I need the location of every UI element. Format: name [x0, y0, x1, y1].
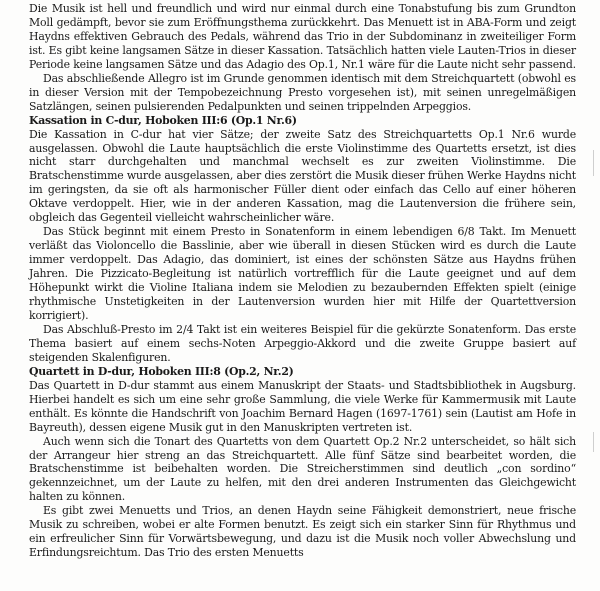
scan-edge-mark: [593, 150, 594, 176]
paragraph-allegro: Das abschließende Allegro ist im Grunde genommen identisch mit dem Streichquartett (obwohl es in dieser Version mit der Tempobezeichnung Presto vorgesehen ist), mit seinen unregelmäßigen Satzlängen, seinen pulsierenden Pedalpunkten und seinen trippelnden Arpeggios.: [29, 71, 576, 113]
paragraph-kassation-overview: Die Kassation in C-dur hat vier Sätze; der zweite Satz des Streichquartetts Op.1 Nr.6 wurde ausgelassen. Obwohl die Laute hauptsächlich die erste Violinstimme des Quartetts ersetzt, ist dies nicht starr durchgehalten und manchmal wechselt es zur zweiten Violinstimme. Die Bratschenstimme wurde ausgelassen, aber dies zerstört die Musik dieser frühen Werke Haydns nicht im geringsten, da sie oft als harmonischer Füller dient oder einfach das Cello auf einer höheren Oktave verdoppelt. Hier, wie in der anderen Kassation, mag die Lautenversion die frühere sein, obgleich das Gegenteil vielleicht wahrscheinlicher wäre.: [29, 127, 576, 225]
section-heading-kassation-c-dur: Kassation in C-dur, Hoboken III:6 (Op.1 Nr.6): [29, 113, 297, 127]
paragraph-abschluss-presto: Das Abschluß-Presto im 2/4 Takt ist ein weiteres Beispiel für die gekürzte Sonatenform. Das erste Thema basiert auf einem sechs-Noten Arpeggio-Akkord und die zweite Gruppe basiert auf steigenden Skalenfiguren.: [29, 322, 576, 364]
document-body: [29, 2, 576, 560]
paragraph-intro: Die Musik ist hell und freundlich und wird nur einmal durch eine Tonabstufung bis zum Grundton Moll gedämpft, bevor sie zum Eröffnungsthema zurückkehrt. Das Menuett ist in ABA-Form und zeigt Haydns effektiven Gebrauch des Pedals, während das Trio in der Subdominanz in zweiteiliger Form ist. Es gibt keine langsamen Sätze in dieser Kassation. Tatsächlich hatten viele Lauten-Trios in dieser Periode keine langsamen Sätze und das Adagio des Op.1, Nr.1 wäre für die Laute nicht sehr passend.: [29, 2, 576, 71]
paragraph-quartett-source: Das Quartett in D-dur stammt aus einem Manuskript der Staats- und Stadtsbibliothek in Augsburg. Hierbei handelt es sich um eine sehr große Sammlung, die viele Werke für Kammermusik mit Laute enthält. Es könnte die Handschrift von Joachim Bernard Hagen (1697-1761) sein (Lautist am Hofe in Bayreuth), dessen eigene Musik gut in den Manuskripten vertreten ist.: [29, 378, 576, 434]
paragraph-presto-menuett-adagio: Das Stück beginnt mit einem Presto in Sonatenform in einem lebendigen 6/8 Takt. Im Menuett verläßt das Violoncello die Basslinie, aber wie überall in diesen Stücken wird es durch die Laute immer verdoppelt. Das Adagio, das dominiert, ist eines der schönsten Sätze aus Haydns frühen Jahren. Die Pizzicato-Begleitung ist natürlich vortrefflich für die Laute geeignet und auf dem Höhepunkt wirkt die Violine Italiana indem sie Melodien zu bezaubernden Effekten spielt (einige rhythmische Unstetigkeiten in der Lautenversion wurden hier mit Hilfe der Quartettversion korrigiert).: [29, 225, 576, 322]
section-heading-quartett-d-dur: Quartett in D-dur, Hoboken III:8 (Op.2, Nr.2): [29, 364, 294, 378]
scan-edge-mark: [593, 432, 594, 452]
paragraph-menuetts-trios: Es gibt zwei Menuetts und Trios, an denen Haydn seine Fähigkeit demonstriert, neue frische Musik zu schreiben, wobei er alte Formen benutzt. Es zeigt sich ein starker Sinn für Rhythmus und ein erfreulicher Sinn für Vorwärtsbewegung, und dazu ist die Musik noch voller Abwechslung und Erfindungsreichtum. Das Trio des ersten Menuetts: [29, 504, 576, 560]
paragraph-quartett-tonart: Auch wenn sich die Tonart des Quartetts von dem Quartett Op.2 Nr.2 unterscheidet, so hält sich der Arrangeur hier streng an das Streichquartett. Alle fünf Sätze sind bearbeitet worden, die Bratschenstimme ist beibehalten worden. Die Streicherstimmen sind deutlich „con sordino“ gekennzeichnet, um der Laute zu helfen, mit den drei anderen Instrumenten das Gleichgewicht halten zu können.: [29, 434, 576, 504]
